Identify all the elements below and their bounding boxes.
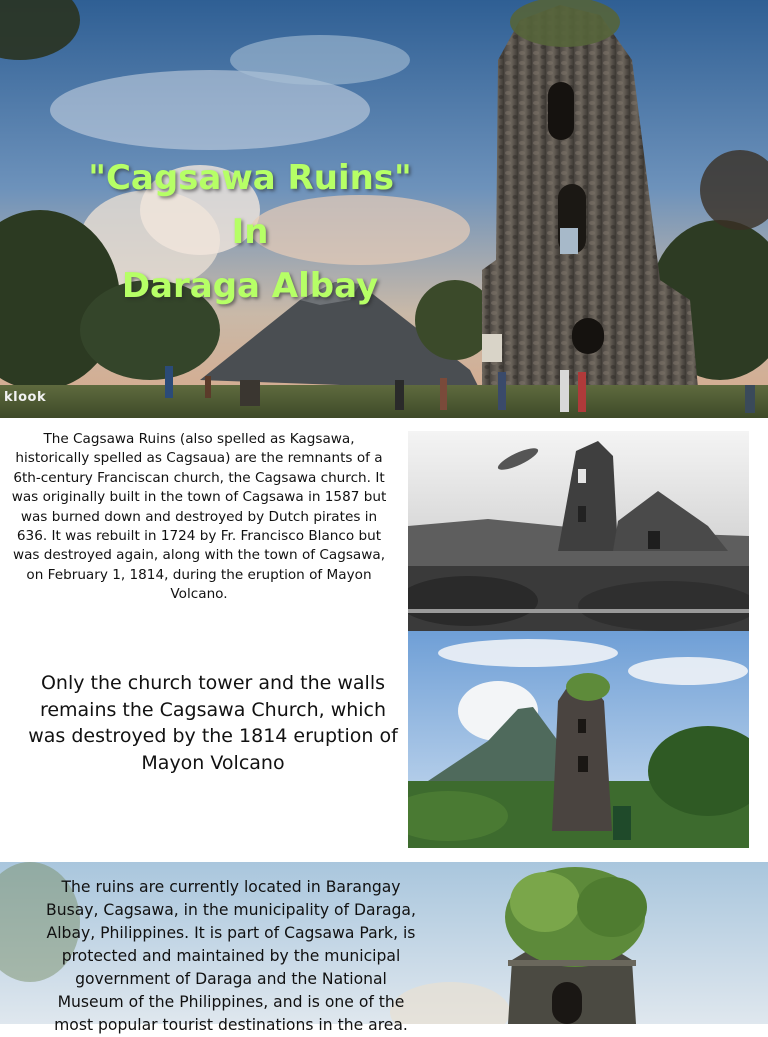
location-paragraph: The ruins are currently located in Barangay Busay, Cagsawa, in the municipality of Daraga, Albay, Philippines. It is part of Cagsawa Park, is protected and maintained by the municipal government of Daraga and the National Museum of the Philippines, and is one of the most popular tourist destinations in the area. [46,878,416,1034]
banner-title-line-1: "Cagsawa Ruins" [88,158,412,198]
historic-bw-photo [408,431,749,631]
banner-title-line-3: Daraga Albay [121,266,379,306]
cagsawa-ruins-photo [0,0,768,418]
old-church-photo [408,431,749,631]
tower-and-volcano-photo [408,631,749,848]
history-paragraph: The Cagsawa Ruins (also spelled as Kagsawa, historically spelled as Cagsaua) are the remnants of a 6th-century Franciscan church, the Cagsawa church. It was originally built in the town of Cagsawa in 1587 but was burned down and destroyed by Dutch pirates in 636. It was rebuilt in 1724 by Fr. Francisco Blanco but was destroyed again, along with the town of Cagsawa, on February 1, 1814, during the eruption of Mayon Volcano. [11,431,387,603]
hero-banner-image [0,0,768,418]
banner-title-line-2: In [231,212,269,252]
tower-color-photo [408,631,749,848]
tower-paragraph: Only the church tower and the walls remains the Cagsawa Church, which was destroyed by the 1814 eruption of Mayon Volcano [28,672,398,774]
klook-watermark: klook [4,390,47,405]
